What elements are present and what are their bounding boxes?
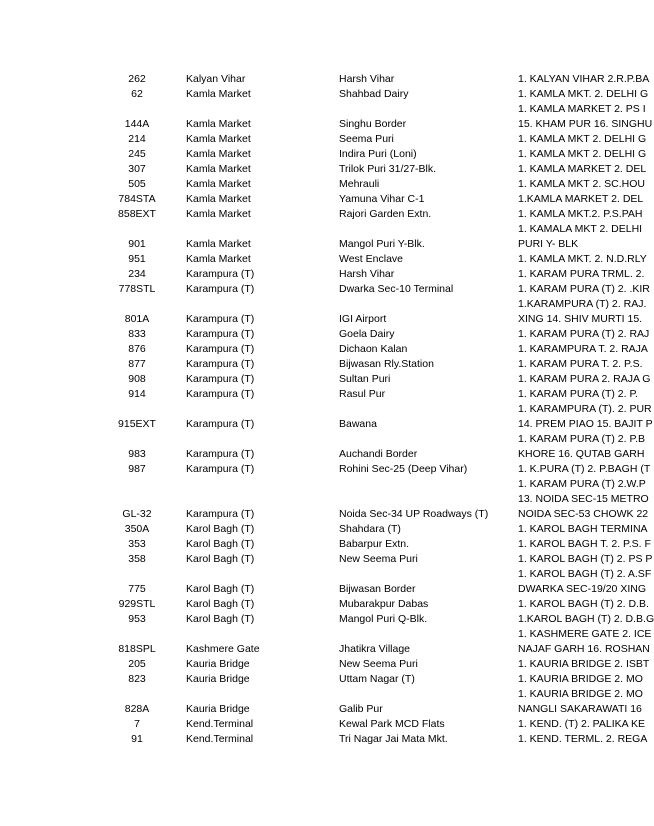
route-number: 951 bbox=[128, 253, 146, 265]
table-row bbox=[0, 432, 646, 462]
route-number: 833 bbox=[128, 328, 146, 340]
route-table bbox=[0, 72, 654, 747]
route-number: 818SPL bbox=[118, 643, 156, 655]
route-destination: Bijwasan Border bbox=[339, 583, 416, 595]
route-origin: Kamla Market bbox=[186, 118, 251, 130]
route-via-line: 1. KALYAN VIHAR 2.R.P.BA bbox=[518, 73, 650, 85]
route-via bbox=[518, 192, 644, 207]
route-number: 823 bbox=[128, 673, 146, 685]
route-origin: Karampura (T) bbox=[186, 313, 255, 325]
route-via bbox=[518, 402, 653, 432]
route-destination: Jhatikra Village bbox=[339, 643, 411, 655]
route-via-line: 1. KARAM PURA (T) 2. P.B bbox=[518, 433, 646, 445]
route-destination: Tri Nagar Jai Mata Mkt. bbox=[339, 733, 448, 745]
route-via-line: 1. KAURIA BRIDGE 2. MO bbox=[518, 673, 643, 685]
route-via bbox=[518, 477, 649, 522]
route-via-line: 1. KAROL BAGH (T) 2. A.SF bbox=[518, 568, 652, 580]
route-via bbox=[518, 597, 649, 612]
route-destination: New Seema Puri bbox=[339, 553, 418, 565]
route-destination: Rohini Sec-25 (Deep Vihar) bbox=[339, 463, 468, 475]
route-via bbox=[518, 462, 651, 477]
route-via-line: 1. KAROL BAGH (T) 2. PS P bbox=[518, 553, 653, 565]
route-origin: Karampura (T) bbox=[186, 418, 255, 430]
route-via-line: 1. KEND. (T) 2. PALIKA KE bbox=[518, 718, 646, 730]
table-row bbox=[0, 567, 652, 597]
route-via-line: 1. K.PURA (T) 2. P.BAGH (T bbox=[518, 463, 651, 475]
table-row bbox=[0, 387, 638, 402]
table-row bbox=[0, 597, 649, 612]
route-origin: Karampura (T) bbox=[186, 373, 255, 385]
route-via bbox=[518, 282, 650, 297]
route-via-line: 1.KAROL BAGH (T) 2. D.B.G bbox=[518, 613, 654, 625]
route-destination: Mangol Puri Y-Blk. bbox=[339, 238, 425, 250]
route-destination: West Enclave bbox=[339, 253, 403, 265]
route-destination: Mehrauli bbox=[339, 178, 380, 190]
route-destination: Harsh Vihar bbox=[339, 73, 395, 85]
table-row bbox=[0, 522, 648, 537]
route-number: 929STL bbox=[118, 598, 156, 610]
route-via bbox=[518, 567, 652, 597]
table-row bbox=[0, 147, 647, 162]
table-row bbox=[0, 177, 646, 192]
route-destination: IGI Airport bbox=[339, 313, 387, 325]
route-destination: Shahdara (T) bbox=[339, 523, 401, 535]
route-origin: Karampura (T) bbox=[186, 448, 255, 460]
table-row bbox=[0, 342, 648, 357]
route-origin: Karampura (T) bbox=[186, 328, 255, 340]
route-number: 91 bbox=[131, 733, 143, 745]
route-via bbox=[518, 177, 646, 192]
route-via bbox=[518, 717, 646, 732]
table-row bbox=[0, 657, 650, 672]
route-origin: Kamla Market bbox=[186, 133, 251, 145]
route-via-line: 1. KAMLA MKT 2. DELHI G bbox=[518, 148, 647, 160]
table-row bbox=[0, 102, 653, 132]
route-via bbox=[518, 387, 638, 402]
route-origin: Kalyan Vihar bbox=[186, 73, 246, 85]
table-row bbox=[0, 192, 644, 207]
route-number: 801A bbox=[124, 313, 150, 325]
route-via-line: 1. KARAM PURA (T) 2. RAJ bbox=[518, 328, 650, 340]
route-via-line: 1. KAMLA MARKET 2. DEL bbox=[518, 163, 647, 175]
route-origin: Kamla Market bbox=[186, 148, 251, 160]
route-origin: Kend.Terminal bbox=[186, 733, 254, 745]
route-origin: Karol Bagh (T) bbox=[186, 613, 255, 625]
route-origin: Karol Bagh (T) bbox=[186, 538, 255, 550]
route-number: 983 bbox=[128, 448, 146, 460]
route-number: 358 bbox=[128, 553, 146, 565]
route-via bbox=[518, 87, 649, 102]
route-destination: Mubarakpur Dabas bbox=[339, 598, 429, 610]
route-number: 307 bbox=[128, 163, 146, 175]
table-row bbox=[0, 687, 643, 717]
route-via-line: 14. PREM PIAO 15. BAJIT P bbox=[518, 418, 653, 430]
route-number: 505 bbox=[128, 178, 146, 190]
route-via-line: 15. KHAM PUR 16. SINGHU bbox=[518, 118, 653, 130]
route-origin: Karampura (T) bbox=[186, 283, 255, 295]
route-via bbox=[518, 732, 648, 747]
table-row bbox=[0, 132, 647, 147]
table-row bbox=[0, 282, 650, 297]
route-via-line: 1.KARAMPURA (T) 2. RAJ. bbox=[518, 298, 647, 310]
route-via-line: 1. KAROL BAGH (T) 2. D.B. bbox=[518, 598, 649, 610]
route-via-line: 1. KAURIA BRIDGE 2. ISBT bbox=[518, 658, 650, 670]
route-destination: Shahbad Dairy bbox=[339, 88, 409, 100]
route-origin: Karampura (T) bbox=[186, 508, 255, 520]
route-destination: New Seema Puri bbox=[339, 658, 418, 670]
route-number: 7 bbox=[134, 718, 140, 730]
route-via-line: 1. KARAM PURA (T) 2.W.P bbox=[518, 478, 646, 490]
route-origin: Kamla Market bbox=[186, 238, 251, 250]
route-destination: Singhu Border bbox=[339, 118, 407, 130]
route-destination: Noida Sec-34 UP Roadways (T) bbox=[339, 508, 489, 520]
route-destination: Bawana bbox=[339, 418, 377, 430]
table-row bbox=[0, 267, 645, 282]
route-destination: Dwarka Sec-10 Terminal bbox=[339, 283, 454, 295]
route-via-line: DWARKA SEC-19/20 XING bbox=[518, 583, 646, 595]
route-via bbox=[518, 162, 647, 177]
route-origin: Karol Bagh (T) bbox=[186, 553, 255, 565]
route-number: 915EXT bbox=[118, 418, 156, 430]
route-via bbox=[518, 102, 653, 132]
route-number: 858EXT bbox=[118, 208, 156, 220]
route-via bbox=[518, 72, 650, 87]
route-number: 987 bbox=[128, 463, 146, 475]
route-number: 353 bbox=[128, 538, 146, 550]
route-destination: Yamuna Vihar C-1 bbox=[339, 193, 425, 205]
route-via bbox=[518, 342, 648, 357]
route-via-line: 1. KAMLA MKT 2. SC.HOU bbox=[518, 178, 646, 190]
route-via-line: 1. KARAMPURA T. 2. RAJA bbox=[518, 343, 648, 355]
route-via-line: 1. KARAMPURA (T). 2. PUR bbox=[518, 403, 652, 415]
table-row bbox=[0, 162, 647, 177]
route-origin: Karampura (T) bbox=[186, 388, 255, 400]
route-via-line: 1. KASHMERE GATE 2. ICE bbox=[518, 628, 652, 640]
table-row bbox=[0, 477, 649, 522]
route-number: 262 bbox=[128, 73, 146, 85]
table-row bbox=[0, 732, 648, 747]
route-via bbox=[518, 522, 648, 537]
route-via-line: NAJAF GARH 16. ROSHAN bbox=[518, 643, 650, 655]
route-via bbox=[518, 297, 647, 327]
route-via-line: NOIDA SEC-53 CHOWK 22 bbox=[518, 508, 649, 520]
table-row bbox=[0, 402, 653, 432]
route-origin: Karol Bagh (T) bbox=[186, 598, 255, 610]
route-via bbox=[518, 327, 650, 342]
route-via bbox=[518, 672, 643, 687]
table-row bbox=[0, 462, 651, 477]
route-number: 778STL bbox=[118, 283, 156, 295]
route-destination: Seema Puri bbox=[339, 133, 394, 145]
route-number: 784STA bbox=[118, 193, 156, 205]
route-origin: Karol Bagh (T) bbox=[186, 523, 255, 535]
route-destination: Galib Pur bbox=[339, 703, 383, 715]
route-origin: Kashmere Gate bbox=[186, 643, 260, 655]
route-via-line: 1. KAMLA MKT 2. DELHI G bbox=[518, 133, 647, 145]
route-origin: Kauria Bridge bbox=[186, 658, 250, 670]
table-row bbox=[0, 552, 653, 567]
route-number: 877 bbox=[128, 358, 146, 370]
table-row bbox=[0, 327, 650, 342]
route-origin: Karampura (T) bbox=[186, 343, 255, 355]
route-destination: Uttam Nagar (T) bbox=[339, 673, 415, 685]
route-origin: Kamla Market bbox=[186, 253, 251, 265]
route-via-line: 1. KAMALA MKT 2. DELHI bbox=[518, 223, 643, 235]
route-via bbox=[518, 612, 654, 627]
route-via bbox=[518, 432, 646, 462]
route-origin: Kamla Market bbox=[186, 208, 251, 220]
route-number: 214 bbox=[128, 133, 146, 145]
route-via bbox=[518, 627, 652, 657]
route-via-line: 1. KEND. TERML. 2. REGA bbox=[518, 733, 648, 745]
route-origin: Karampura (T) bbox=[186, 463, 255, 475]
route-origin: Kend.Terminal bbox=[186, 718, 254, 730]
route-via-line: XING 14. SHIV MURTI 15. bbox=[518, 313, 643, 325]
route-origin: Karampura (T) bbox=[186, 268, 255, 280]
route-destination: Kewal Park MCD Flats bbox=[339, 718, 445, 730]
table-row bbox=[0, 72, 650, 87]
route-via-line: 1. KAMLA MARKET 2. PS I bbox=[518, 103, 646, 115]
table-row bbox=[0, 537, 651, 552]
route-number: 205 bbox=[128, 658, 146, 670]
table-row bbox=[0, 297, 647, 327]
route-number: 953 bbox=[128, 613, 146, 625]
route-via bbox=[518, 132, 647, 147]
route-number: 914 bbox=[128, 388, 146, 400]
route-via bbox=[518, 252, 647, 267]
route-via-line: PURI Y- BLK bbox=[518, 238, 579, 250]
table-row bbox=[0, 357, 643, 372]
route-number: 234 bbox=[128, 268, 146, 280]
route-origin: Kauria Bridge bbox=[186, 703, 250, 715]
table-row bbox=[0, 717, 646, 732]
route-via-line: 1. KARAM PURA (T) 2. P. bbox=[518, 388, 639, 400]
route-via bbox=[518, 267, 645, 282]
route-origin: Kamla Market bbox=[186, 193, 251, 205]
route-via-line: 1. KARAM PURA TRML. 2. bbox=[518, 268, 645, 280]
route-origin: Kauria Bridge bbox=[186, 673, 250, 685]
route-number: GL-32 bbox=[122, 508, 152, 520]
route-destination: Rajori Garden Extn. bbox=[339, 208, 432, 220]
table-row bbox=[0, 222, 643, 252]
route-via bbox=[518, 552, 653, 567]
table-row bbox=[0, 207, 643, 222]
route-via-line: 13. NOIDA SEC-15 METRO bbox=[518, 493, 649, 505]
route-origin: Karol Bagh (T) bbox=[186, 583, 255, 595]
route-via-line: 1. KAMLA MKT. 2. DELHI G bbox=[518, 88, 649, 100]
route-destination: Harsh Vihar bbox=[339, 268, 395, 280]
route-number: 908 bbox=[128, 373, 146, 385]
route-number: 828A bbox=[124, 703, 150, 715]
route-via-line: 1. KAROL BAGH TERMINA bbox=[518, 523, 648, 535]
route-via-line: 1. KARAM PURA (T) 2. .KIR bbox=[518, 283, 650, 295]
route-number: 876 bbox=[128, 343, 146, 355]
route-via bbox=[518, 147, 647, 162]
table-row bbox=[0, 672, 643, 687]
route-destination: Dichaon Kalan bbox=[339, 343, 408, 355]
route-via-line: 1. KAROL BAGH T. 2. P.S. F bbox=[518, 538, 651, 550]
route-origin: Kamla Market bbox=[186, 88, 251, 100]
route-via bbox=[518, 657, 650, 672]
route-via bbox=[518, 687, 643, 717]
route-via-line: NANGLI SAKARAWATI 16 bbox=[518, 703, 642, 715]
route-via-line: 1. KARAM PURA T. 2. P.S. bbox=[518, 358, 643, 370]
route-via-line: 1.KAMLA MARKET 2. DEL bbox=[518, 193, 644, 205]
route-destination: Bijwasan Rly.Station bbox=[339, 358, 434, 370]
route-via bbox=[518, 222, 643, 252]
route-via bbox=[518, 372, 651, 387]
table-row bbox=[0, 87, 649, 102]
route-number: 245 bbox=[128, 148, 146, 160]
route-destination: Babarpur Extn. bbox=[339, 538, 410, 550]
route-via-line: 1. KARAM PURA 2. RAJA G bbox=[518, 373, 651, 385]
route-destination: Mangol Puri Q-Blk. bbox=[339, 613, 428, 625]
route-via bbox=[518, 537, 651, 552]
route-number: 144A bbox=[124, 118, 150, 130]
route-destination: Trilok Puri 31/27-Blk. bbox=[339, 163, 437, 175]
route-via-line: 1. KAURIA BRIDGE 2. MO bbox=[518, 688, 643, 700]
route-number: 775 bbox=[128, 583, 146, 595]
route-destination: Sultan Puri bbox=[339, 373, 391, 385]
route-origin: Karampura (T) bbox=[186, 358, 255, 370]
route-via-line: KHORE 16. QUTAB GARH bbox=[518, 448, 645, 460]
table-row bbox=[0, 252, 647, 267]
route-number: 62 bbox=[131, 88, 143, 100]
table-row bbox=[0, 372, 651, 387]
route-origin: Kamla Market bbox=[186, 178, 251, 190]
route-number: 350A bbox=[124, 523, 150, 535]
route-via bbox=[518, 357, 643, 372]
route-origin: Kamla Market bbox=[186, 163, 251, 175]
table-row bbox=[0, 627, 652, 657]
route-destination: Indira Puri (Loni) bbox=[339, 148, 417, 160]
route-number: 901 bbox=[128, 238, 146, 250]
route-destination: Rasul Pur bbox=[339, 388, 386, 400]
route-via bbox=[518, 207, 643, 222]
table-row bbox=[0, 612, 654, 627]
route-via-line: 1. KAMLA MKT. 2. N.D.RLY bbox=[518, 253, 647, 265]
route-destination: Goela Dairy bbox=[339, 328, 395, 340]
route-via-line: 1. KAMLA MKT.2. P.S.PAH bbox=[518, 208, 643, 220]
route-destination: Auchandi Border bbox=[339, 448, 418, 460]
